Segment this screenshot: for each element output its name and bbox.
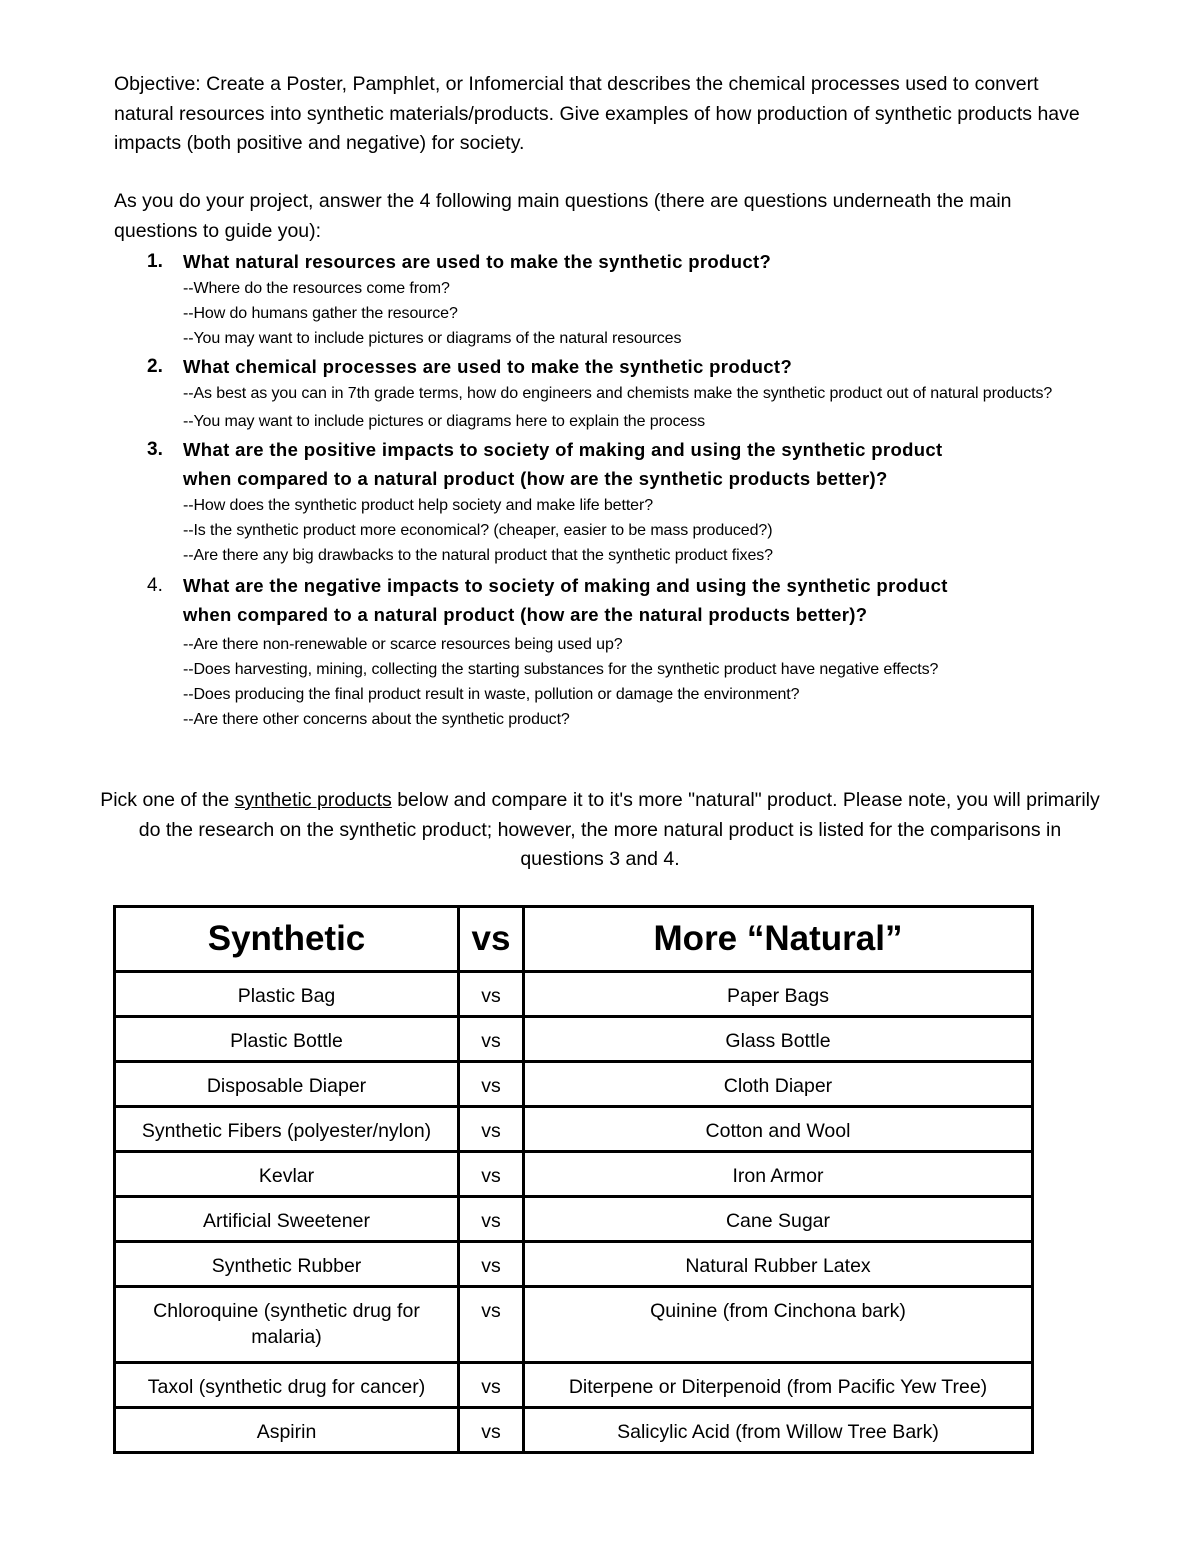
vs-cell: vs	[459, 1062, 524, 1107]
guide-question: --Does harvesting, mining, collecting the starting substances for the synthetic product have negative effects?	[183, 660, 939, 678]
table-row	[115, 1408, 1033, 1453]
question-title-line: What are the negative impacts to society of making and using the synthetic product	[183, 574, 948, 596]
table-row	[115, 1242, 1033, 1287]
synthetic-cell: Disposable Diaper	[115, 1062, 459, 1107]
question-item-3	[114, 435, 1089, 568]
guide-question: --Is the synthetic product more economical? (cheaper, easier to be mass produced?)	[183, 521, 773, 539]
table-row	[115, 1287, 1033, 1363]
synthetic-products-link[interactable]: synthetic products	[234, 789, 392, 811]
header-vs: vs	[459, 907, 524, 972]
guide-question: --Are there other concerns about the synthetic product?	[183, 710, 570, 728]
question-number: 3.	[147, 438, 163, 460]
synthetic-cell: Artificial Sweetener	[115, 1197, 459, 1242]
synthetic-cell: Chloroquine (synthetic drug for malaria)	[115, 1287, 459, 1363]
question-item-1	[114, 247, 1089, 351]
intro-paragraph: As you do your project, answer the 4 following main questions (there are questions underneath the main questions to guide you):	[114, 190, 1012, 242]
question-title: What natural resources are used to make the synthetic product?	[183, 251, 772, 272]
question-title-line: when compared to a natural product (how are the synthetic products better)?	[183, 467, 888, 489]
question-number: 4.	[147, 574, 163, 596]
comparison-table	[113, 905, 1034, 1454]
guide-question: --Are there non-renewable or scarce resources being used up?	[183, 635, 623, 653]
table-row	[115, 972, 1033, 1017]
guide-question: --Where do the resources come from?	[183, 280, 450, 297]
question-number: 1.	[147, 251, 163, 272]
vs-cell: vs	[459, 1107, 524, 1152]
natural-cell: Natural Rubber Latex	[524, 1242, 1033, 1287]
header-synthetic: Synthetic	[115, 907, 459, 972]
question-item-4	[114, 571, 1089, 732]
table-row	[115, 1107, 1033, 1152]
guide-question: --Does producing the final product result in waste, pollution or damage the environment?	[183, 685, 800, 703]
synthetic-cell: Plastic Bottle	[115, 1017, 459, 1062]
table-row	[115, 1363, 1033, 1408]
vs-cell: vs	[459, 1242, 524, 1287]
synthetic-cell: Taxol (synthetic drug for cancer)	[115, 1363, 459, 1408]
guide-question: --You may want to include pictures or diagrams of the natural resources	[183, 330, 682, 347]
guide-question: --As best as you can in 7th grade terms, how do engineers and chemists make the synthetic product out of natural products?	[183, 385, 1053, 402]
synthetic-cell: Kevlar	[115, 1152, 459, 1197]
vs-cell: vs	[459, 1017, 524, 1062]
natural-cell: Cloth Diaper	[524, 1062, 1033, 1107]
table-row	[115, 1197, 1033, 1242]
header-more-natural: More “Natural”	[524, 907, 1033, 972]
guide-question: --How does the synthetic product help society and make life better?	[183, 496, 653, 514]
guide-question: --How do humans gather the resource?	[183, 305, 458, 322]
natural-cell: Glass Bottle	[524, 1017, 1033, 1062]
vs-cell: vs	[459, 1408, 524, 1453]
question-title-line: when compared to a natural product (how are the natural products better)?	[183, 603, 868, 625]
vs-cell: vs	[459, 972, 524, 1017]
synthetic-cell: Synthetic Rubber	[115, 1242, 459, 1287]
natural-cell: Salicylic Acid (from Willow Tree Bark)	[524, 1408, 1033, 1453]
question-title-line: What are the positive impacts to society of making and using the synthetic product	[183, 438, 943, 460]
natural-cell: Iron Armor	[524, 1152, 1033, 1197]
vs-cell: vs	[459, 1152, 524, 1197]
guide-question: --Are there any big drawbacks to the natural product that the synthetic product fixes?	[183, 546, 773, 564]
objective-paragraph: Objective: Create a Poster, Pamphlet, or Infomercial that describes the chemical processes used to convert natural resources into synthetic materials/products. Give examples of how production of synthetic products have impacts (both positive and negative) for society.	[114, 73, 1080, 154]
natural-cell: Paper Bags	[524, 972, 1033, 1017]
vs-cell: vs	[459, 1363, 524, 1408]
synthetic-cell: Aspirin	[115, 1408, 459, 1453]
natural-cell: Quinine (from Cinchona bark)	[524, 1287, 1033, 1363]
natural-cell: Diterpene or Diterpenoid (from Pacific Yew Tree)	[524, 1363, 1033, 1408]
natural-cell: Cotton and Wool	[524, 1107, 1033, 1152]
question-title: What chemical processes are used to make the synthetic product?	[183, 356, 793, 377]
question-item-2	[114, 352, 1089, 434]
table-row	[115, 1017, 1033, 1062]
guide-question: --You may want to include pictures or diagrams here to explain the process	[183, 412, 706, 430]
table-header-row	[115, 907, 1033, 972]
vs-cell: vs	[459, 1287, 524, 1363]
pick-instructions	[100, 786, 1100, 875]
synthetic-cell: Plastic Bag	[115, 972, 459, 1017]
question-number: 2.	[147, 356, 163, 377]
question-list	[114, 247, 1089, 732]
synthetic-cell: Synthetic Fibers (polyester/nylon)	[115, 1107, 459, 1152]
table-row	[115, 1062, 1033, 1107]
pick-text-before: Pick one of the	[100, 789, 235, 811]
table-row	[115, 1152, 1033, 1197]
pick-text-after: below and compare it to it's more "natural" product. Please note, you will primarily do the research on the synthetic product; however, the more natural product is listed for the comparisons in questions 3 and 4.	[138, 789, 1100, 870]
vs-cell: vs	[459, 1197, 524, 1242]
natural-cell: Cane Sugar	[524, 1197, 1033, 1242]
